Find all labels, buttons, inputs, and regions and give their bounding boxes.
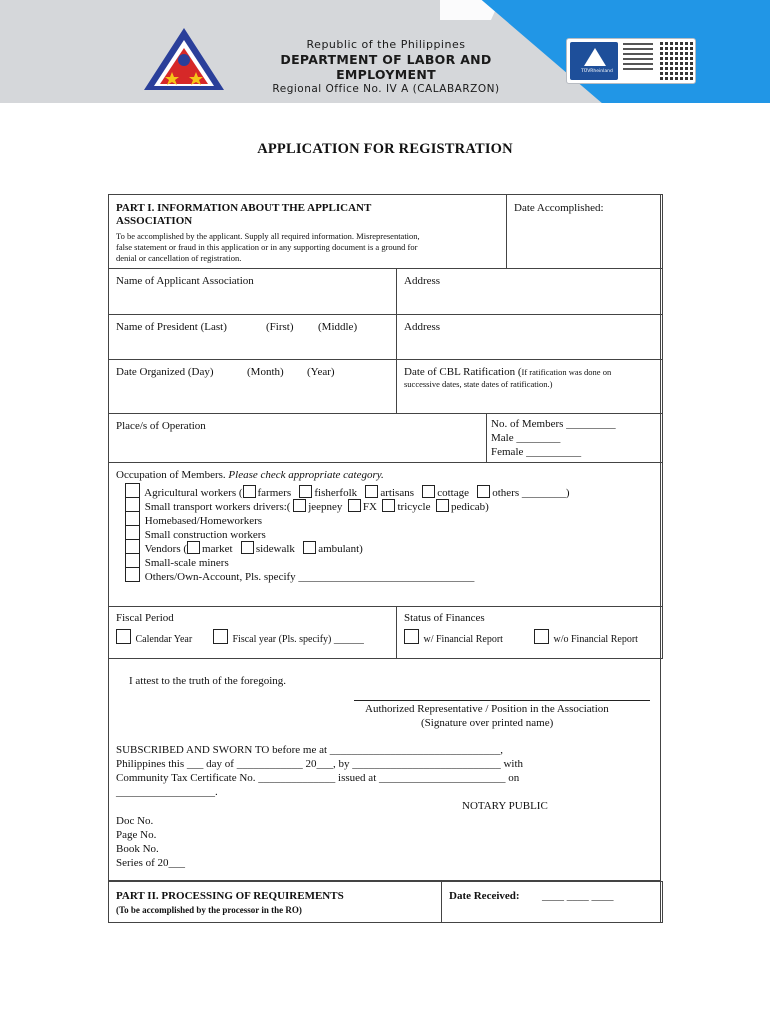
part2-heading: PART II. PROCESSING OF REQUIREMENTS [116,890,344,902]
members-count-field[interactable] [486,413,663,463]
checkbox-construction[interactable] [125,525,140,540]
occupation-vendors-row: Vendors ( market sidewalk ambulant) [125,539,363,555]
cbl-ratification-field[interactable] [396,359,663,414]
occupation-miners-row: Small-scale miners [125,553,229,569]
cbl-note: successive dates, state dates of ratification.) [404,379,553,389]
signature-caption-1: Authorized Representative / Position in the Association [365,703,609,715]
places-of-operation-label: Place/s of Operation [116,420,206,432]
checkbox-jeepney[interactable] [293,499,306,512]
fiscal-period-label: Fiscal Period [116,612,174,624]
page-title: APPLICATION FOR REGISTRATION [257,141,513,157]
checkbox-vendors[interactable] [125,539,140,554]
occupation-transport-row: Small transport workers drivers:( jeepney FX tricycle pedicab) [125,497,489,513]
checkbox-calendar-year[interactable] [116,629,131,644]
part2-section [108,881,661,923]
checkbox-tricycle[interactable] [382,499,395,512]
president-first-label: (First) [266,321,294,333]
checkbox-ambulant[interactable] [303,541,316,554]
date-organized-month-label: (Month) [247,366,284,378]
certification-badge [566,38,696,84]
date-accomplished-label: Date Accomplished: [514,202,604,214]
instructions-2: false statement or fraud in this application or in any supporting document is a ground for [116,242,418,252]
oath-line-2: Philippines this ___ day of ____________ 20___, by ___________________________ with [116,758,523,770]
female-label: Female __________ [491,446,582,458]
book-no-label: Book No. [116,843,159,855]
signature-caption-2: (Signature over printed name) [421,717,554,729]
address-field-2[interactable] [396,314,663,360]
with-financial-option: w/ Financial Report [404,629,503,645]
signature-line[interactable] [354,700,650,701]
checkbox-others-own[interactable] [125,567,140,582]
association-name-label: Name of Applicant Association [116,275,254,287]
part1-heading-cell [108,194,507,269]
occupation-construction-row: Small construction workers [125,525,266,541]
fiscal-year-option: Fiscal year (Pls. specify) ______ [213,629,364,645]
date-received-blank: ____ ____ ____ [542,890,614,902]
address-label-1: Address [404,275,441,287]
date-accomplished-cell[interactable] [506,194,663,269]
checkbox-fiscal-year[interactable] [213,629,228,644]
without-financial-option: w/o Financial Report [534,629,638,645]
regional-office-text: Regional Office No. IV A (CALABARZON) [272,83,500,95]
status-of-finances-label: Status of Finances [404,612,485,624]
tuv-logo-icon [570,42,618,80]
checkbox-homebased[interactable] [125,511,140,526]
doc-no-label: Doc No. [116,815,154,827]
status-of-finances-section [396,606,663,659]
address-label-2: Address [404,321,441,333]
date-received-label: Date Received: [449,890,520,902]
registration-form [108,194,661,881]
series-label: Series of 20___ [116,857,186,869]
president-name-field[interactable] [108,314,397,360]
checkbox-sidewalk[interactable] [241,541,254,554]
instructions-1: To be accomplished by the applicant. Supply all required information. Misrepresentation, [116,231,420,241]
cbl-ratification-label: Date of CBL Ratification (If ratification was done on [404,366,612,378]
occupation-label: Occupation of Members. Please check appropriate category. [116,469,384,481]
part2-heading-cell [108,881,442,923]
part1-heading: PART I. INFORMATION ABOUT THE APPLICANT [116,202,372,214]
president-last-label: Name of President (Last) [116,321,227,333]
places-of-operation-field[interactable] [108,413,487,463]
occupation-section [108,462,663,607]
notary-public-label: NOTARY PUBLIC [462,800,548,812]
date-organized-field[interactable] [108,359,397,414]
page-no-label: Page No. [116,829,157,841]
date-organized-year-label: (Year) [307,366,335,378]
occupation-agricultural-row: Agricultural workers ( farmers fisherfolk artisans cottage others ________) [125,483,570,499]
oath-line-1: SUBSCRIBED AND SWORN TO before me at _______________________________, [116,744,504,756]
president-middle-label: (Middle) [318,321,358,333]
checkbox-fx[interactable] [348,499,361,512]
header-text-block [236,38,536,95]
tuv-label: TÜVRheinland [581,69,613,74]
republic-text: Republic of the Philippines [306,38,466,51]
calendar-year-option: Calendar Year [116,629,192,645]
checkbox-pedicab[interactable] [436,499,449,512]
cert-text-lines [623,43,657,81]
fiscal-period-section [108,606,397,659]
checkbox-agricultural[interactable] [125,483,140,498]
association-name-field[interactable] [108,268,397,315]
occupation-homebased-row: Homebased/Homeworkers [125,511,262,527]
qr-code-icon [660,42,694,80]
male-label: Male ________ [491,432,561,444]
dole-logo-icon [142,26,226,92]
part2-subheading: (To be accomplished by the processor in the RO) [116,905,302,915]
date-received-field[interactable] [441,881,663,923]
occupation-others-row: Others/Own-Account, Pls. specify ________________________________ [125,567,474,583]
members-label: No. of Members _________ [491,418,616,430]
checkbox-miners[interactable] [125,553,140,568]
address-field-1[interactable] [396,268,663,315]
oath-line-4: __________________. [116,786,218,798]
part1-heading-2: ASSOCIATION [116,215,193,227]
oath-line-3: Community Tax Certificate No. ______________ issued at _______________________ on [116,772,520,784]
checkbox-without-financial[interactable] [534,629,549,644]
checkbox-transport[interactable] [125,497,140,512]
date-organized-day-label: Date Organized (Day) [116,366,214,378]
header-banner [0,0,770,103]
checkbox-with-financial[interactable] [404,629,419,644]
attest-statement: I attest to the truth of the foregoing. [129,675,287,687]
department-name: DEPARTMENT OF LABOR AND EMPLOYMENT [280,52,492,82]
instructions-3: denial or cancellation of registration. [116,253,242,263]
